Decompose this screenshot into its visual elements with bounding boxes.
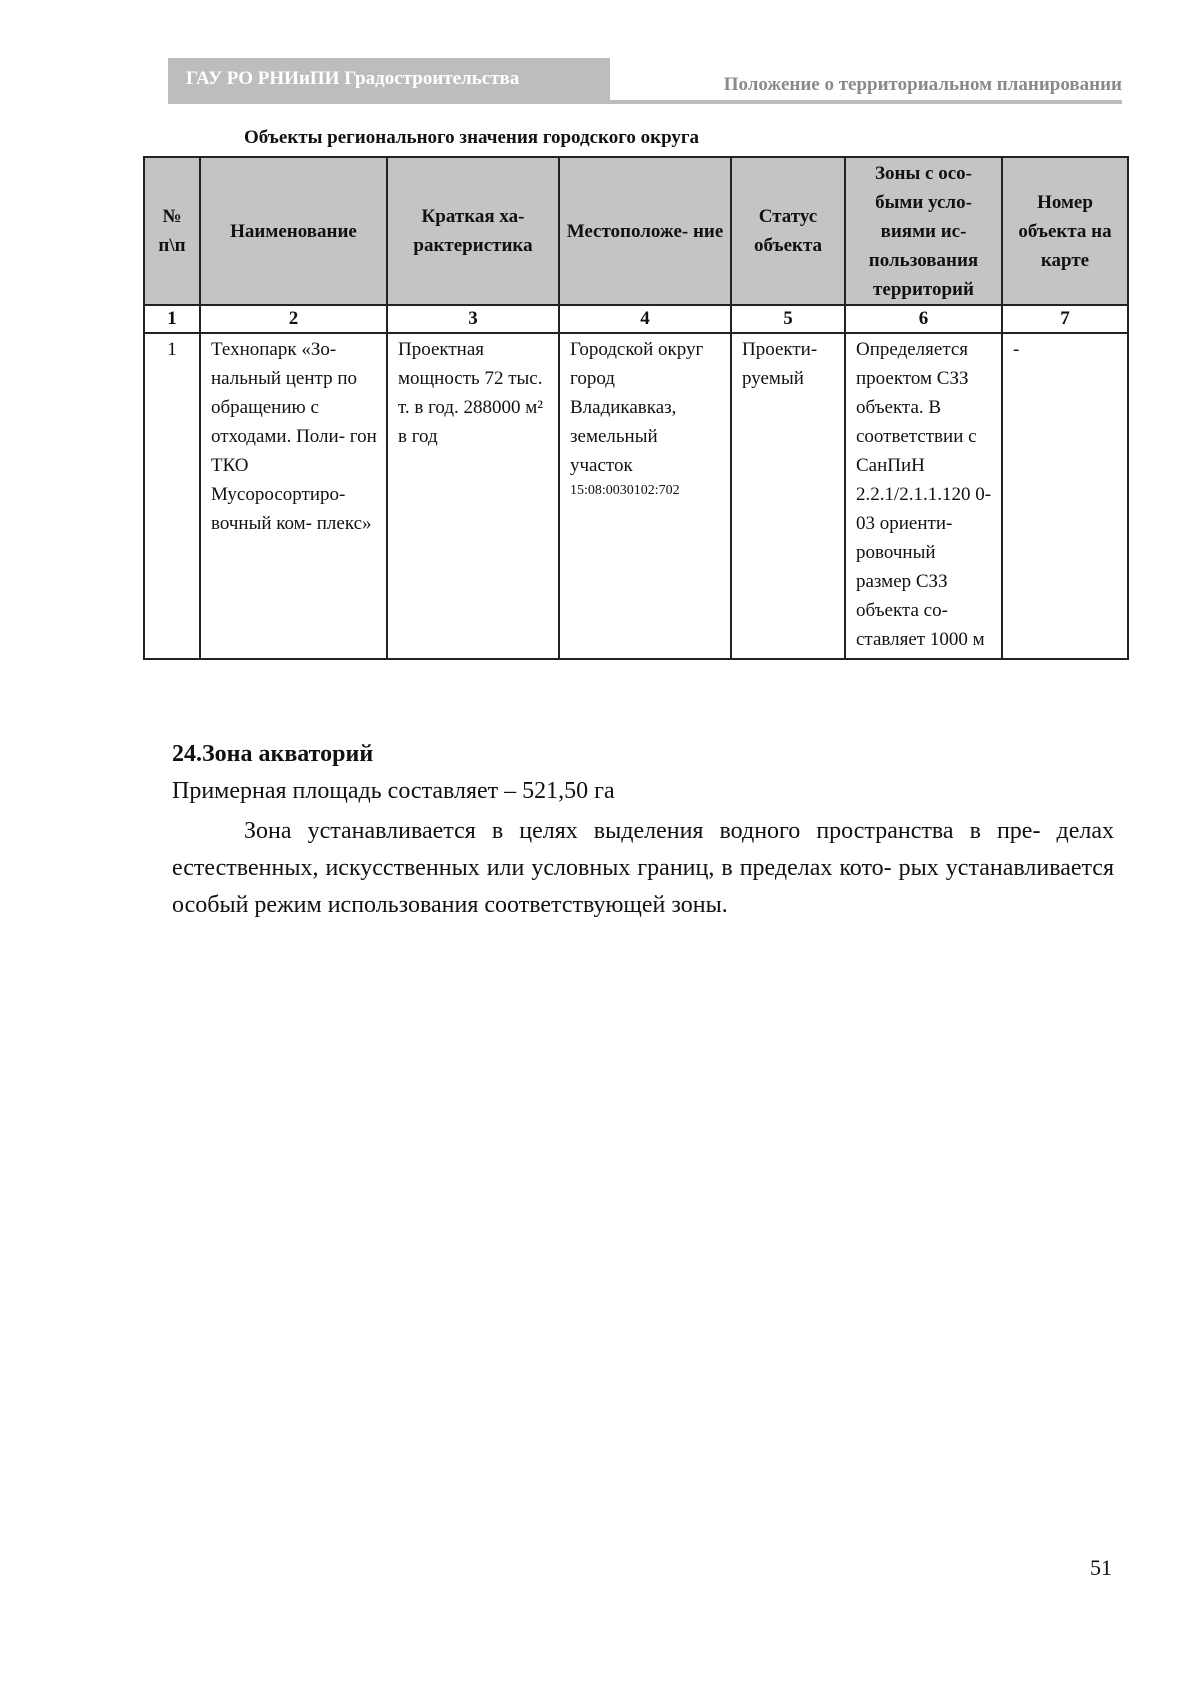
col-header-map-number: Номер объекта на карте [1002, 157, 1128, 305]
column-number: 4 [559, 305, 731, 333]
col-header-zones: Зоны с осо- быми усло- виями ис- пользования территорий [845, 157, 1002, 305]
column-number: 7 [1002, 305, 1128, 333]
page-number: 51 [1090, 1555, 1112, 1580]
header-doc-title: Положение о территориальном планировании [723, 74, 1122, 95]
section-body: Зона устанавливается в целях выделения водного пространства в пре- делах естественных, искусственных или условных границ, в пределах кото- рых устанавливается особый режим использования соответствующей зоны. [172, 818, 1114, 918]
col-header-num: № п\п [144, 157, 200, 305]
column-number: 5 [731, 305, 845, 333]
col-header-characteristic: Краткая ха- рактеристика [387, 157, 559, 305]
section-title: 24.Зона акваторий [172, 741, 374, 767]
column-number: 2 [200, 305, 387, 333]
col-header-name: Наименование [200, 157, 387, 305]
section-area: Примерная площадь составляет – 521,50 га [172, 778, 615, 804]
objects-table [143, 156, 1129, 660]
cell-characteristic: Проектная мощность 72 тыс. т. в год. 288000 м² в год [387, 333, 559, 659]
header-rule [610, 100, 1122, 104]
col-header-location: Местоположе- ние [559, 157, 731, 305]
table-header-row [144, 157, 1128, 305]
column-number-row [144, 305, 1128, 333]
cell-map-number: - [1002, 333, 1128, 659]
cell-num: 1 [144, 333, 200, 659]
table-row [144, 333, 1128, 659]
location-text: Городской округ город Владикавказ, земельный участок [570, 339, 704, 476]
column-number: 6 [845, 305, 1002, 333]
cadastral-number: 15:08:0030102:702 [570, 483, 680, 498]
cell-name: Технопарк «Зо- нальный центр по обращению с отходами. Поли- гон ТКО Мусоросортиро- вочный ком- плекс» [200, 333, 387, 659]
cell-zones: Определяется проектом СЗЗ объекта. В соответствии с СанПиН 2.2.1/2.1.1.120 0-03 ориенти- ровочный размер СЗЗ объекта со- ставляет 1000 м [845, 333, 1002, 659]
cell-status: Проекти- руемый [731, 333, 845, 659]
header-org-banner: ГАУ РО РНИиПИ Градостроительства [168, 58, 610, 104]
cell-location [559, 333, 731, 659]
col-header-status: Статус объекта [731, 157, 845, 305]
table-title: Объекты регионального значения городского округа [244, 127, 700, 148]
column-number: 1 [144, 305, 200, 333]
column-number: 3 [387, 305, 559, 333]
